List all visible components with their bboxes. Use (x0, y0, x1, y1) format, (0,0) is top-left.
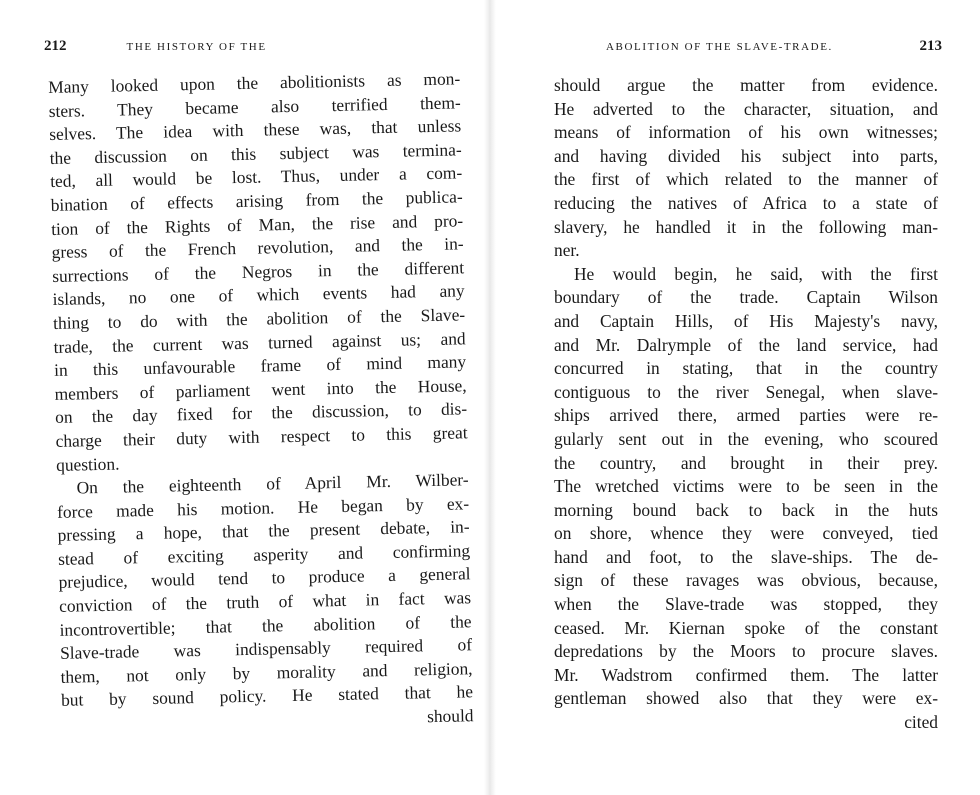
text-line: and Mr. Dalrymple of the land service, had (554, 334, 938, 355)
text-line: thing to do with the abolition of the Slave- (52, 304, 466, 333)
text-line: the first of which related to the manner of (554, 169, 938, 190)
text-line: prejudice, would tend to produce a general (58, 563, 471, 593)
text-line: should (426, 705, 474, 727)
text-line: depredations by the Moors to procure slaves. (554, 641, 938, 662)
text-line: The wretched victims were to be seen in the (554, 476, 938, 497)
text-line: bination of effects arising from the publica- (50, 186, 463, 215)
left-page-number: 212 (44, 38, 67, 54)
text-line: gress of the French revolution, and the in- (51, 233, 464, 263)
text-line: force made his motion. He began by ex- (56, 492, 470, 522)
text-line: incontrovertible; that the abolition of the (59, 610, 472, 640)
right-page-header (606, 38, 942, 58)
text-line: ceased. Mr. Kiernan spoke of the constant (554, 617, 938, 638)
text-line: gularly sent out in the evening, who scoured (554, 428, 938, 449)
text-line: Mr. Wadstrom confirmed them. The latter (554, 664, 938, 685)
text-line: surrections of the Negros in the different (51, 257, 465, 286)
text-line: when the Slave-trade was stopped, they (554, 594, 938, 615)
text-line: and Captain Hills, of His Majesty's navy, (554, 310, 938, 331)
text-line: ner. (554, 240, 580, 261)
text-line: islands, no one of which events had any (52, 280, 465, 310)
left-running-head: THE HISTORY OF THE (126, 41, 267, 53)
text-line: reducing the natives of Africa to a state of (554, 192, 938, 213)
text-line: ted, all would be lost. Thus, under a com- (49, 162, 463, 192)
text-line: cited (904, 712, 938, 733)
text-line: On the eighteenth of April Mr. Wilber- (76, 469, 469, 498)
text-line: He adverted to the character, situation, and (554, 98, 938, 119)
text-line: in this unfavourable frame of mind many (53, 351, 467, 381)
text-line: Slave-trade was indispensably required of (59, 634, 473, 664)
text-line: charge their duty with respect to this great (55, 422, 468, 451)
text-line: question. (55, 453, 120, 475)
right-page-body-text (554, 74, 938, 735)
text-line: slavery, he handled it in the following man- (554, 216, 938, 237)
text-line: gentleman showed also that they were ex- (554, 688, 938, 709)
text-line: Many looked upon the abolitionists as mon- (48, 68, 461, 97)
text-line: and having divided his subject into parts, (554, 145, 938, 166)
text-line: tion of the Rights of Man, the rise and pro- (50, 209, 464, 239)
left-page-header (44, 38, 464, 58)
text-line: them, not only by morality and religion, (60, 658, 473, 687)
text-line: the country, and brought in their prey. (554, 452, 938, 473)
text-line: members of parliament went into the House, (54, 375, 467, 404)
text-line: selves. The idea with these was, that unless (49, 115, 462, 145)
text-line: ships arrived there, armed parties were re- (554, 405, 938, 426)
right-page (490, 0, 980, 795)
text-line: should argue the matter from evidence. (554, 75, 938, 95)
right-running-head: ABOLITION OF THE SLAVE-TRADE. (606, 41, 833, 53)
text-line: the discussion on this subject was termina- (49, 139, 462, 168)
text-line: means of information of his own witnesses; (554, 122, 938, 143)
text-line: but by sound policy. He stated that he (60, 681, 474, 711)
text-line: pressing a hope, that the present debate, in- (57, 516, 470, 546)
text-line: trade, the current was turned against us; and (53, 327, 466, 357)
text-line: hand and foot, to the slave-ships. The de- (554, 546, 938, 567)
text-line: sters. They became also terrified them- (48, 91, 461, 121)
text-line: He would begin, he said, with the first (574, 263, 938, 284)
text-line: boundary of the trade. Captain Wilson (554, 287, 938, 308)
text-line: stead of exciting asperity and confirming (57, 540, 471, 569)
text-line: on the day fixed for the discussion, to dis- (54, 398, 468, 428)
text-line: concurred in stating, that in the country (554, 358, 938, 379)
text-line: conviction of the truth of what in fact was (58, 587, 472, 616)
right-page-number: 213 (919, 38, 942, 54)
text-line: on shore, whence they were conveyed, tied (554, 523, 938, 544)
left-page-body-text (48, 67, 474, 736)
text-line: sign of these ravages was obvious, because, (554, 570, 938, 591)
text-line: morning bound back to back in the huts (554, 499, 938, 520)
text-line: contiguous to the river Senegal, when slave- (554, 381, 938, 402)
